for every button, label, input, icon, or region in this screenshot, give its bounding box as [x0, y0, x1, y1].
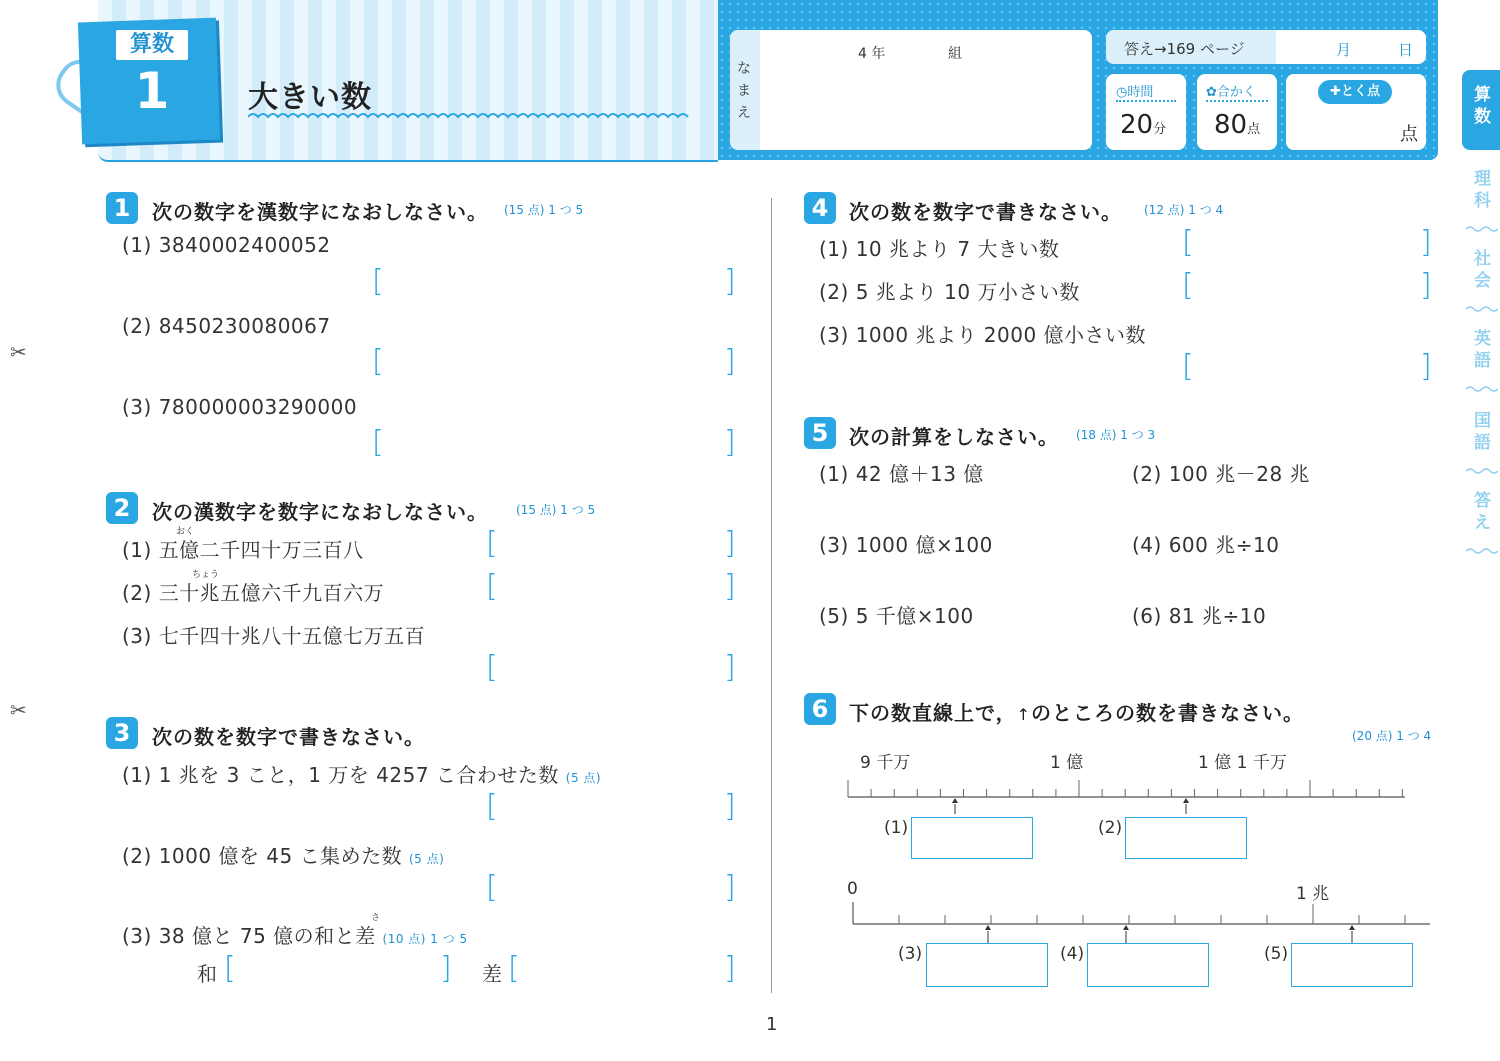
question-points: (15 点) 1 つ 5 [504, 203, 584, 217]
time-label: 時間 [1127, 85, 1154, 100]
day-label: 日 [1398, 41, 1414, 59]
answer-bracket-close: ] [440, 951, 452, 986]
side-tab-english[interactable]: 英語 [1474, 329, 1491, 371]
question-item: (1) 10 兆より 7 大きい数 [819, 237, 1060, 261]
answer-bracket-open[interactable]: [ [224, 951, 236, 986]
question-points: (12 点) 1 つ 4 [1144, 203, 1224, 217]
answer-box-4[interactable] [1087, 943, 1209, 987]
answer-bracket-open[interactable]: [ [1182, 225, 1194, 260]
answer-bracket-close: ] [1420, 225, 1432, 260]
dotted-divider [1206, 100, 1268, 102]
number-line-2 [840, 895, 1436, 945]
question-number: 1 [106, 192, 138, 224]
arrow-marker-5 [1349, 925, 1355, 943]
side-tab-divider [1466, 306, 1500, 312]
score-label: とく点 [1340, 84, 1380, 99]
name-field[interactable] [730, 30, 1092, 150]
question-item: (3) 1000 億×100 [819, 533, 993, 557]
month-label: 月 [1336, 41, 1352, 59]
pass-label-group [1206, 81, 1256, 100]
question-title: 次の数を数字で書きなさい。 [849, 200, 1122, 224]
dotted-divider [1116, 100, 1176, 102]
number-line-label: 9 千万 [860, 753, 911, 773]
column-divider [771, 198, 772, 993]
question-item: (4) 600 兆÷10 [1132, 533, 1280, 557]
question-item: (1) 五億二千四十万三百八 [122, 538, 364, 562]
number-line-label: 1 億 [1050, 753, 1084, 773]
answer-bracket-open[interactable]: [ [1182, 268, 1194, 303]
number-line-label: 0 [847, 879, 858, 899]
answer-box-3[interactable] [926, 943, 1048, 987]
answer-bracket-close: ] [724, 344, 736, 379]
up-arrow-icon: ↑ [1016, 705, 1032, 724]
pass-value-group [1214, 110, 1260, 140]
furigana: さ [371, 913, 381, 923]
question-item: (2) 8450230080067 [122, 314, 331, 338]
question-number: 6 [804, 693, 836, 725]
answer-bracket-close: ] [724, 569, 736, 604]
answer-box-5[interactable] [1291, 943, 1413, 987]
answer-box-2[interactable] [1125, 817, 1247, 859]
answer-bracket-close: ] [724, 650, 736, 685]
side-tab-divider [1466, 468, 1500, 474]
side-tab-divider [1466, 548, 1500, 554]
question-title-part: のところの数を書きなさい。 [1031, 701, 1305, 725]
flower-icon: ✿ [1206, 85, 1217, 100]
number-line-label: 1 億 1 千万 [1198, 753, 1287, 773]
arrow-marker-2 [1183, 798, 1189, 814]
answer-bracket-close: ] [724, 526, 736, 561]
time-unit: 分 [1153, 122, 1167, 137]
side-tab-divider [1466, 226, 1500, 232]
answer-bracket-close: ] [1420, 268, 1432, 303]
arrow-marker-3 [985, 925, 991, 943]
question-item: (2) 5 兆より 10 万小さい数 [819, 280, 1080, 304]
question-points: (15 点) 1 つ 5 [516, 503, 596, 517]
answer-bracket-close: ] [1420, 349, 1432, 384]
question-number: 2 [106, 492, 138, 524]
side-tab-japanese[interactable]: 国語 [1474, 411, 1491, 453]
question-item: (3) 1000 兆より 2000 億小さい数 [819, 323, 1147, 347]
item-points: (10 点) 1 つ 5 [382, 932, 468, 946]
question-title: 次の数字を漢数字になおしなさい。 [152, 200, 488, 224]
answer-bracket-open[interactable]: [ [372, 264, 384, 299]
box-label: (1) [884, 818, 909, 838]
question-item: (2) 三十兆五億六千九百六万 [122, 581, 385, 605]
side-tab-science[interactable]: 理科 [1474, 169, 1491, 211]
scissors-icon: ✂ [10, 698, 27, 722]
question-title-part: 下の数直線上で， [849, 701, 1017, 725]
unit-number: 1 [134, 62, 170, 120]
answer-bracket-open[interactable]: [ [486, 870, 498, 905]
furigana: おく [176, 527, 195, 537]
box-label: (2) [1098, 818, 1123, 838]
score-icon: ✚ [1330, 84, 1341, 99]
question-title [849, 697, 1304, 726]
class-label: 組 [948, 46, 962, 62]
question-item: (3) 780000003290000 [122, 395, 358, 419]
arrow-marker-4 [1123, 925, 1129, 943]
side-tab-social[interactable]: 社会 [1474, 249, 1491, 291]
furigana: ちょう [192, 570, 220, 580]
sum-label: 和 [197, 962, 218, 986]
item-points: (5 点) [408, 852, 445, 866]
question-title: 次の漢数字を数字になおしなさい。 [152, 500, 488, 524]
score-badge [1318, 80, 1392, 104]
question-item [122, 840, 444, 869]
difference-label: 差 [482, 962, 503, 986]
pass-unit: 点 [1247, 122, 1261, 137]
question-item: (3) 七千四十兆八十五億七万五百 [122, 624, 426, 648]
question-points: (20 点) 1 つ 4 [1352, 729, 1432, 743]
question-title: 次の計算をしなさい。 [849, 425, 1059, 449]
side-tab-math[interactable]: 算数 [1474, 85, 1491, 127]
question-item-text: (2) 1000 億を 45 こ集めた数 [122, 844, 403, 868]
side-tab-answers[interactable]: 答え [1474, 491, 1491, 533]
grade-label: 4 年 [858, 46, 886, 62]
answer-bracket-close: ] [724, 425, 736, 460]
question-item: (2) 100 兆－28 兆 [1132, 462, 1311, 486]
question-item: (5) 5 千億×100 [819, 604, 974, 628]
page-title: 大きい数 [248, 80, 372, 115]
question-item-text: (1) 1 兆を 3 こと，1 万を 4257 こ合わせた数 [122, 763, 559, 787]
question-title: 次の数を数字で書きなさい。 [152, 725, 425, 749]
time-label-group [1116, 81, 1153, 100]
question-number: 3 [106, 717, 138, 749]
answer-bracket-open[interactable]: [ [508, 951, 520, 986]
question-item-text: (3) 38 億と 75 億の和と差 [122, 924, 376, 948]
answer-bracket-close: ] [724, 870, 736, 905]
answer-bracket-close: ] [724, 264, 736, 299]
score-unit: 点 [1400, 124, 1418, 145]
arrow-marker-1 [952, 798, 958, 814]
question-item: (1) 3840002400052 [122, 233, 331, 257]
answer-bracket-open[interactable]: [ [1182, 349, 1194, 384]
page-number: 1 [766, 1014, 778, 1035]
answer-bracket-open[interactable]: [ [486, 569, 498, 604]
question-item: (1) 42 億＋13 億 [819, 462, 984, 486]
scissors-icon: ✂ [10, 340, 27, 364]
answer-bracket-open[interactable]: [ [372, 425, 384, 460]
box-label: (4) [1060, 944, 1085, 964]
question-number: 4 [804, 192, 836, 224]
side-tab-divider [1466, 386, 1500, 392]
clock-icon: ◷ [1116, 85, 1128, 100]
answer-bracket-close: ] [724, 789, 736, 824]
box-label: (3) [898, 944, 923, 964]
question-item [122, 920, 468, 949]
question-points: (18 点) 1 つ 3 [1076, 428, 1156, 442]
answer-bracket-close: ] [724, 951, 736, 986]
answer-bracket-open[interactable]: [ [486, 526, 498, 561]
pass-value: 80 [1214, 110, 1248, 140]
time-value-group [1120, 110, 1166, 140]
pass-label: 合かく [1216, 85, 1256, 100]
answer-box-1[interactable] [911, 817, 1033, 859]
subject-label: 算数 [116, 30, 188, 60]
answer-bracket-open[interactable]: [ [486, 789, 498, 824]
box-label: (5) [1264, 944, 1289, 964]
number-line-1 [840, 770, 1420, 820]
item-points: (5 点) [565, 771, 602, 785]
answer-bracket-open[interactable]: [ [486, 650, 498, 685]
name-label: なまえ [737, 61, 751, 121]
question-number: 5 [804, 417, 836, 449]
time-value: 20 [1120, 110, 1154, 140]
answer-bracket-open[interactable]: [ [372, 344, 384, 379]
answer-page-ref: 答え→169 ページ [1124, 40, 1245, 58]
question-item: (6) 81 兆÷10 [1132, 604, 1267, 628]
title-wave-decoration [248, 112, 690, 122]
number-line-label: 1 兆 [1296, 884, 1330, 904]
question-item [122, 759, 601, 788]
